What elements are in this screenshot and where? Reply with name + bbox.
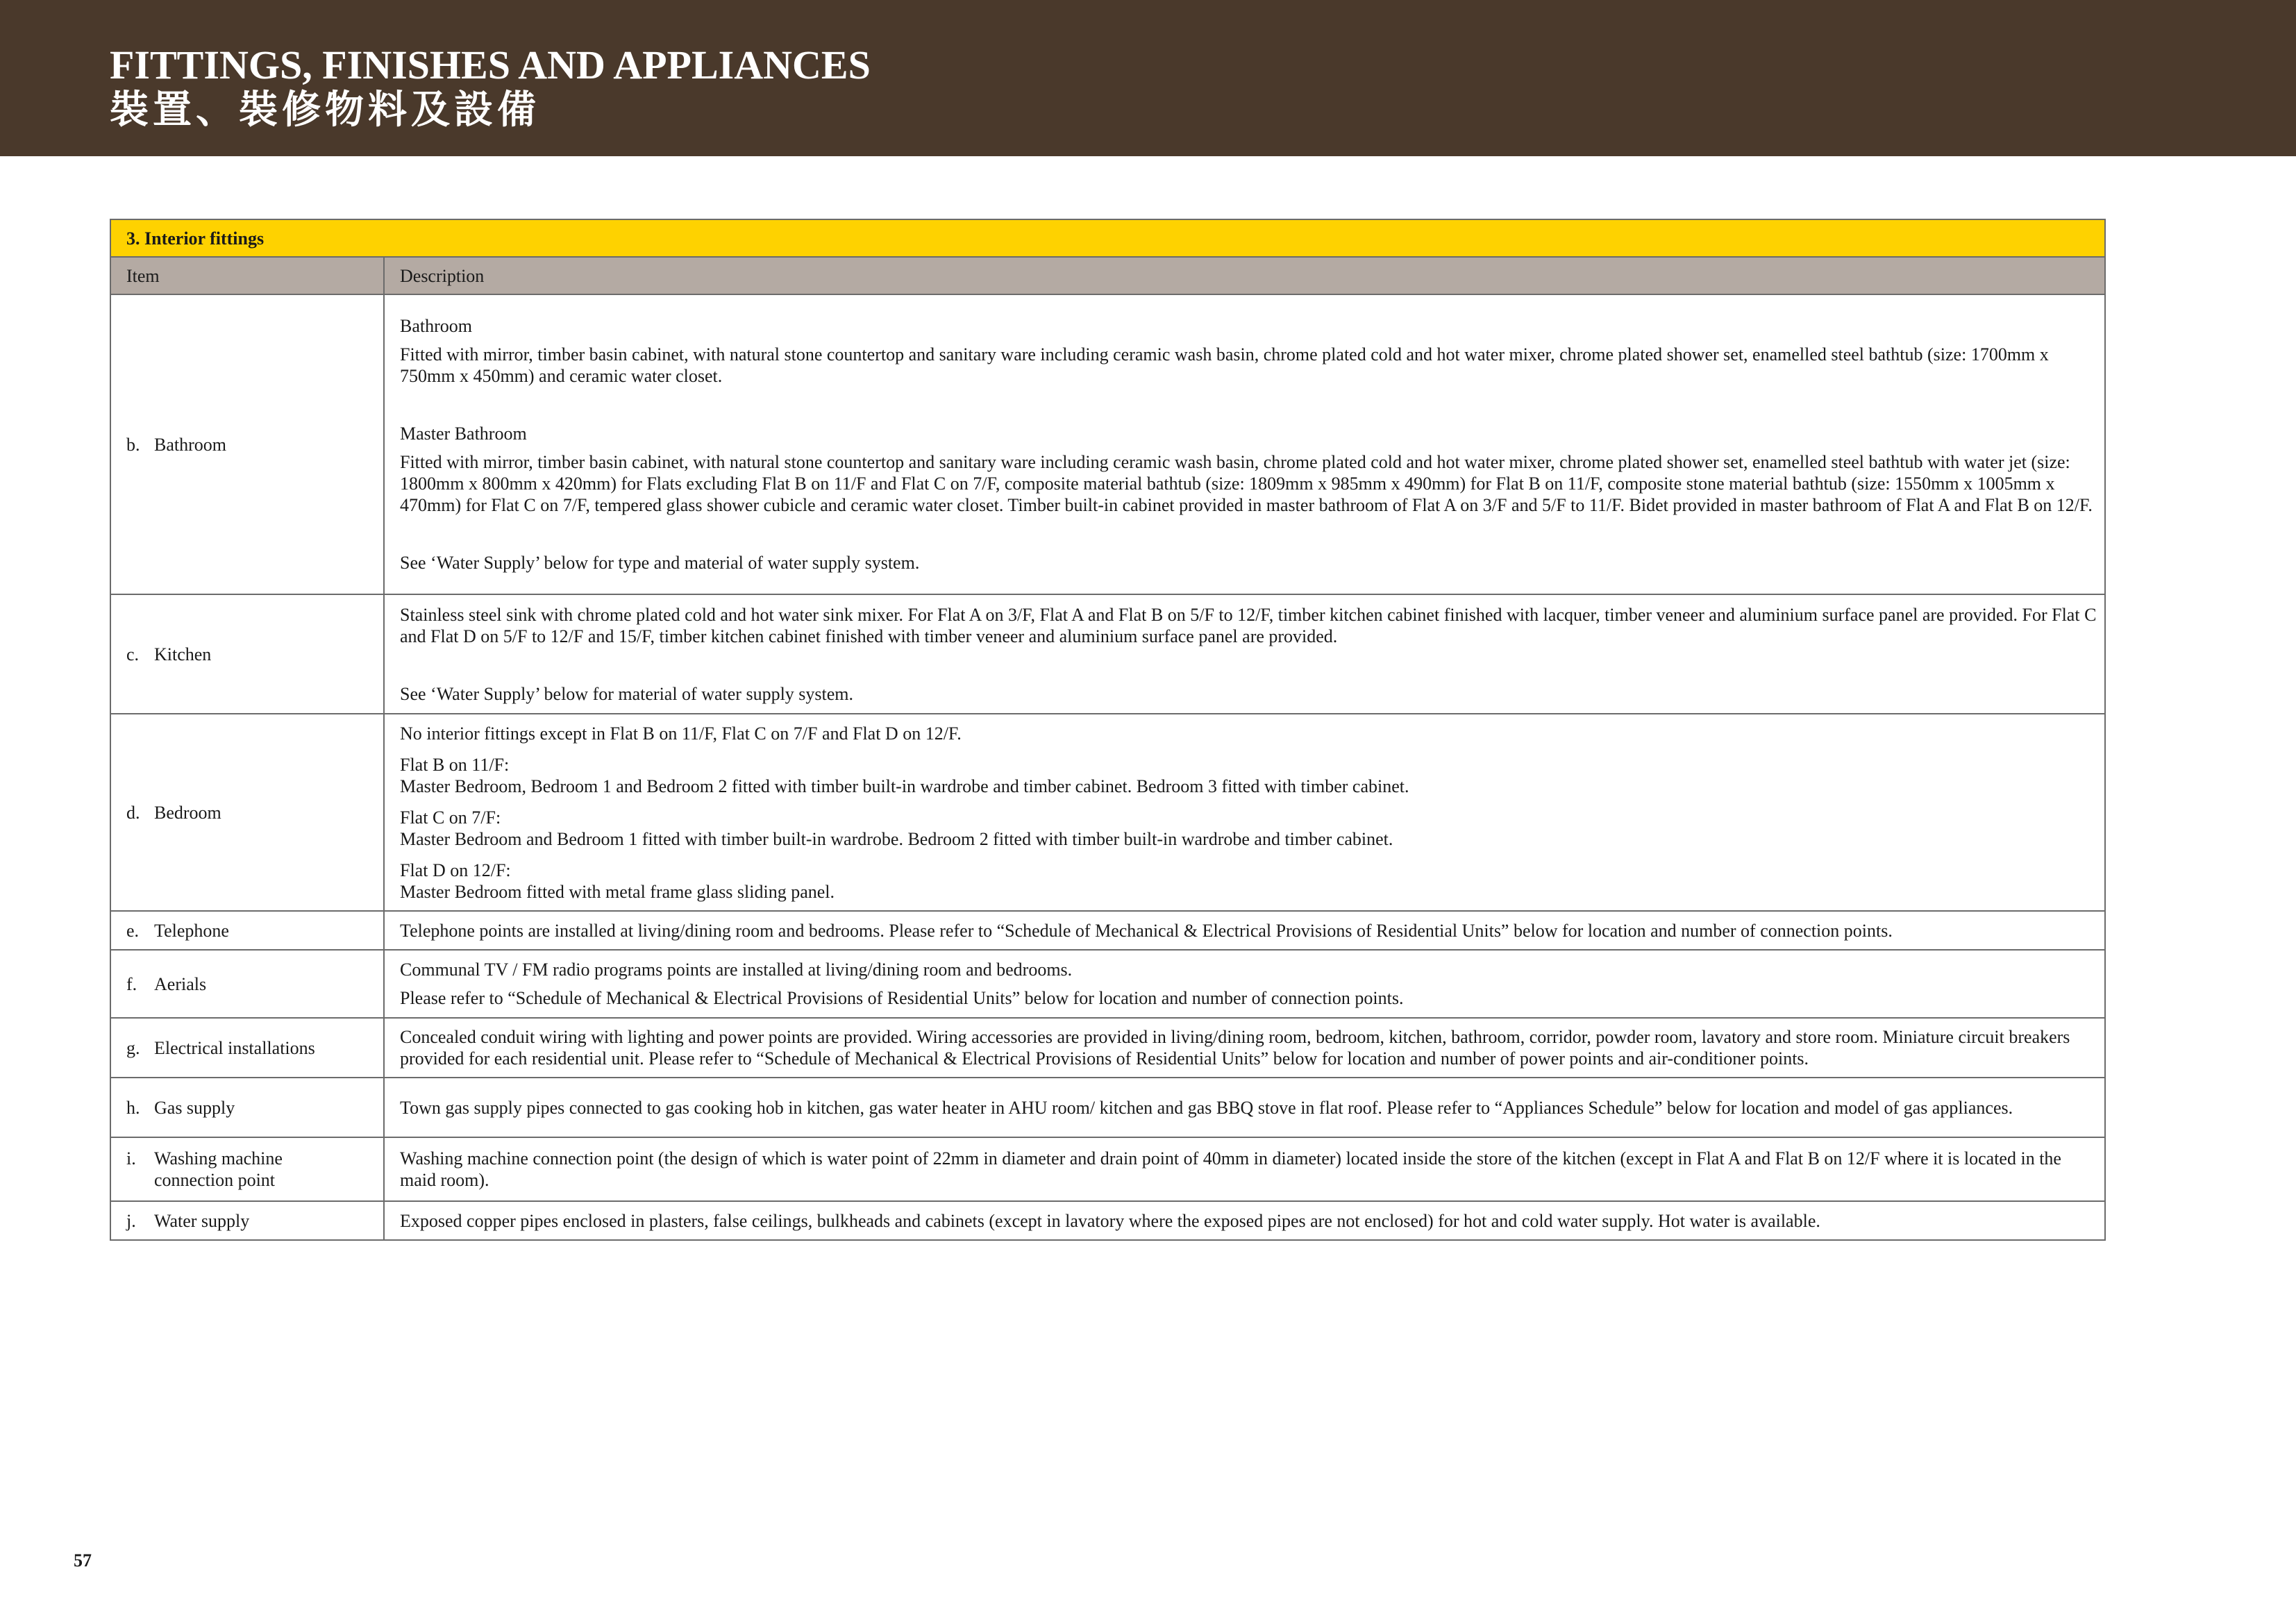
item-cell xyxy=(110,714,384,911)
page-number: 57 xyxy=(74,1550,92,1571)
item-cell xyxy=(110,1137,384,1201)
description-cell xyxy=(384,594,2105,714)
item-cell xyxy=(110,950,384,1018)
description-cell xyxy=(384,1078,2105,1137)
item-name: Telephone xyxy=(154,920,229,941)
item-name: Gas supply xyxy=(154,1097,235,1118)
item-cell xyxy=(110,911,384,950)
header-band xyxy=(0,0,2296,156)
item-letter: g. xyxy=(126,1037,140,1058)
item-letter: d. xyxy=(126,802,140,823)
description-cell xyxy=(384,714,2105,911)
item-letter: e. xyxy=(126,920,140,941)
table-row-gas-supply xyxy=(110,1078,2105,1137)
section-title: 3. Interior fittings xyxy=(110,219,2105,257)
item-cell xyxy=(110,1201,384,1240)
description-text: See ‘Water Supply’ below for material of water supply system. xyxy=(400,683,854,704)
table-row-washing-machine xyxy=(110,1137,2105,1201)
description-cell xyxy=(384,1201,2105,1240)
description-cell xyxy=(384,1018,2105,1078)
item-name: Bathroom xyxy=(154,434,226,455)
item-name-line-2: connection point xyxy=(154,1170,276,1190)
description-text: Master Bedroom and Bedroom 1 fitted with timber built-in wardrobe. Bedroom 2 fitted with timber built-in wardrobe and timber cabinet. xyxy=(400,828,1393,849)
description-text: Washing machine connection point (the design of which is water point of 22mm in diameter and drain point of 40mm in diameter) located inside the store of the kitchen (except in Flat A and Flat B on 12/F where it is located in the maid room). xyxy=(400,1148,2061,1190)
description-text: Master Bedroom fitted with metal frame glass sliding panel. xyxy=(400,881,835,902)
description-text: Fitted with mirror, timber basin cabinet, with natural stone countertop and sanitary ware including ceramic wash basin, chrome plated cold and hot water mixer, chrome plated shower set, enamelled steel bathtub with water jet (size: 1800mm x 800mm x 420mm) for Flats excluding Flat B on 11/F and Flat C on 7/F, composite material bathtub (size: 1809mm x 985mm x 490mm) for Flat B on 11/F, composite stone material bathtub (size: 1550mm x 1005mm x 470mm) for Flat C on 7/F, tempered glass shower cubicle and ceramic water closet. Timber built-in cabinet provided in master bathroom of Flat A on 3/F and 5/F to 11/F. Bidet provided in master bathroom of Flat A and Flat B on 12/F. xyxy=(400,452,2093,515)
table-row-kitchen xyxy=(110,594,2105,714)
item-name: Bedroom xyxy=(154,802,221,823)
table-row-water-supply xyxy=(110,1201,2105,1240)
description-text: Fitted with mirror, timber basin cabinet, with natural stone countertop and sanitary ware including ceramic wash basin, chrome plated cold and hot water mixer, chrome plated shower set, enamelled steel bathtub (size: 1700mm x 750mm x 450mm) and ceramic water closet. xyxy=(400,344,2049,386)
description-cell xyxy=(384,294,2105,594)
description-text: Communal TV / FM radio programs points are installed at living/dining room and bedrooms. xyxy=(400,960,1073,980)
column-header-row xyxy=(110,257,2105,294)
section-header-row xyxy=(110,219,2105,257)
table-row-electrical-installations xyxy=(110,1018,2105,1078)
item-letter: b. xyxy=(126,434,140,455)
item-cell xyxy=(110,1018,384,1078)
description-subheading: Flat C on 7/F: xyxy=(400,807,501,828)
description-text: Telephone points are installed at living/dining room and bedrooms. Please refer to “Schedule of Mechanical & Electrical Provisions of Residential Units” below for location and number of connection points. xyxy=(400,920,1893,941)
item-cell xyxy=(110,594,384,714)
column-header-description: Description xyxy=(384,257,2105,294)
item-cell xyxy=(110,294,384,594)
description-text: Concealed conduit wiring with lighting and power points are provided. Wiring accessories are provided in living/dining room, bedroom, kitchen, bathroom, corridor, powder room, lavatory and store room. Miniature circuit breakers provided for each residential unit. Please refer to “Schedule of Mechanical & Electrical Provisions of Residential Units” below for location and number of power points and air-conditioner points. xyxy=(400,1027,2070,1069)
description-text: Stainless steel sink with chrome plated cold and hot water sink mixer. For Flat A on 3/F, Flat A and Flat B on 5/F to 12/F, timber kitchen cabinet finished with lacquer, timber veneer and aluminium surface panel are provided. For Flat C and Flat D on 5/F to 12/F and 15/F, timber kitchen cabinet finished with timber veneer and aluminium surface panel are provided. xyxy=(400,604,2097,646)
description-text: No interior fittings except in Flat B on 11/F, Flat C on 7/F and Flat D on 12/F. xyxy=(400,723,962,744)
item-letter: f. xyxy=(126,973,137,994)
description-cell xyxy=(384,911,2105,950)
table-row-bedroom xyxy=(110,714,2105,911)
item-name: Kitchen xyxy=(154,644,212,664)
page-title-chinese: 裝置、裝修物料及設備 xyxy=(110,87,540,133)
description-cell xyxy=(384,1137,2105,1201)
description-subheading: Bathroom xyxy=(400,316,472,336)
description-cell xyxy=(384,950,2105,1018)
table-row-aerials xyxy=(110,950,2105,1018)
description-subheading: Flat B on 11/F: xyxy=(400,754,510,775)
item-letter: h. xyxy=(126,1097,140,1118)
description-subheading: Flat D on 12/F: xyxy=(400,860,511,880)
table-row-telephone xyxy=(110,911,2105,950)
description-text: Exposed copper pipes enclosed in plasters, false ceilings, bulkheads and cabinets (except in lavatory where the exposed pipes are not enclosed) for hot and cold water supply. Hot water is available. xyxy=(400,1210,1820,1231)
interior-fittings-table xyxy=(110,219,2106,1241)
description-text: Master Bedroom, Bedroom 1 and Bedroom 2 fitted with timber built-in wardrobe and timber cabinet. Bedroom 3 fitted with timber cabinet. xyxy=(400,776,1409,796)
item-letter: c. xyxy=(126,644,140,664)
item-name: Water supply xyxy=(154,1210,250,1231)
page-title-english: FITTINGS, FINISHES AND APPLIANCES xyxy=(110,42,871,87)
item-letter: j. xyxy=(126,1210,136,1231)
table-row-bathroom xyxy=(110,294,2105,594)
description-subheading: Master Bathroom xyxy=(400,424,527,444)
description-text: Please refer to “Schedule of Mechanical & Electrical Provisions of Residential Units” below for location and number of connection points. xyxy=(400,988,1404,1008)
item-name: Electrical installations xyxy=(154,1037,315,1058)
description-text: Town gas supply pipes connected to gas cooking hob in kitchen, gas water heater in AHU room/ kitchen and gas BBQ stove in flat roof. Please refer to “Appliances Schedule” below for location and model of gas appliances. xyxy=(400,1097,2013,1118)
item-name-line-1: Washing machine xyxy=(154,1148,283,1169)
item-letter: i. xyxy=(126,1148,136,1169)
column-header-item: Item xyxy=(110,257,384,294)
item-name: Aerials xyxy=(154,973,207,994)
description-text: See ‘Water Supply’ below for type and material of water supply system. xyxy=(400,553,920,573)
item-cell xyxy=(110,1078,384,1137)
